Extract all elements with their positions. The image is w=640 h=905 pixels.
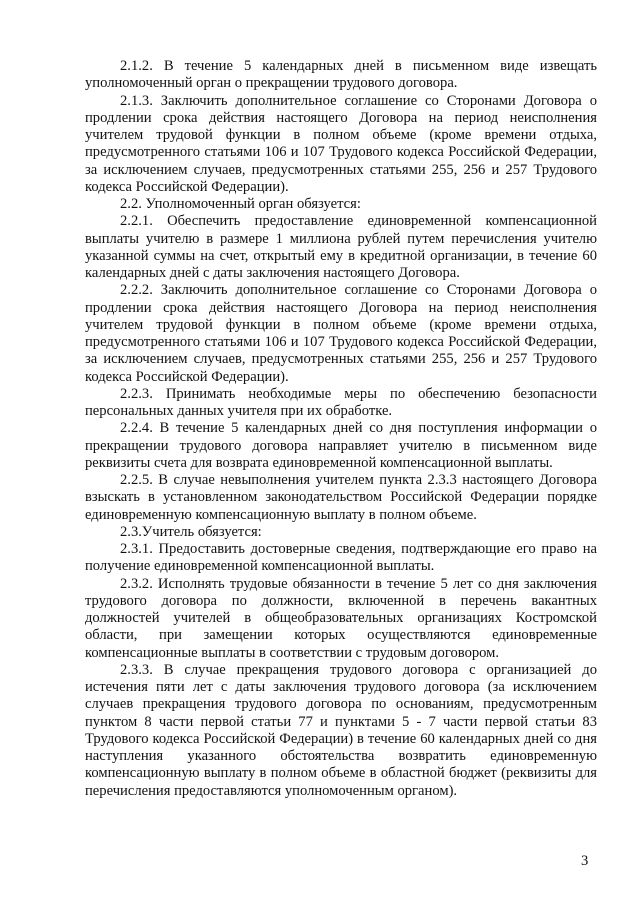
clause-2-2-4: 2.2.4. В течение 5 календарных дней со дня поступления информации о прекращении трудового договора направляет учителю в письменном виде реквизиты счета для возврата единовременной компенсационной выплаты.: [85, 420, 597, 471]
clause-2-2-5: 2.2.5. В случае невыполнения учителем пункта 2.3.3 настоящего Договора взыскать в установленном законодательством Российской Федерации порядке единовременную компенсационную выплату в полном объеме.: [85, 472, 597, 523]
clause-2-2-3: 2.2.3. Принимать необходимые меры по обеспечению безопасности персональных данных учителя при их обработке.: [85, 385, 597, 419]
clause-2-3-2: 2.3.2. Исполнять трудовые обязанности в течение 5 лет со дня заключения трудового договора по должности, включенной в перечень вакантных должностей учителей в общеобразовательных организациях Костромской области, при замещении которых осуществляются единовременные компенсационные выплаты в соответствии с трудовым договором.: [85, 575, 597, 661]
page-number: 3: [581, 853, 589, 869]
clause-2-2-1: 2.2.1. Обеспечить предоставление единовременной компенсационной выплаты учителю в размере 1 миллиона рублей путем перечисления учителю указанной суммы на счет, открытый ему в кредитной организации, в течение 60 календарных дней с даты заключения настоящего Договора.: [85, 213, 597, 281]
document-body: [85, 58, 597, 800]
clause-2-3-1: 2.3.1. Предоставить достоверные сведения, подтверждающие его право на получение единовременной компенсационной выплаты.: [85, 541, 597, 575]
clause-2-1-2: 2.1.2. В течение 5 календарных дней в письменном виде извещать уполномоченный орган о прекращении трудового договора.: [85, 58, 597, 92]
section-2-2-heading: 2.2. Уполномоченный орган обязуется:: [120, 196, 361, 212]
section-2-3-heading: 2.3.Учитель обязуется:: [120, 523, 262, 540]
clause-2-1-3: 2.1.3. Заключить дополнительное соглашение со Сторонами Договора о продлении срока действия настоящего Договора на период неисполнения учителем трудовой функции в полном объеме (кроме времени отдыха, предусмотренного статьями 106 и 107 Трудового кодекса Российской Федерации, за исключением случаев, предусмотренных статьями 255, 256 и 257 Трудового кодекса Российской Федерации).: [85, 92, 597, 195]
clause-2-3-3: 2.3.3. В случае прекращения трудового договора с организацией до истечения пяти лет с даты заключения трудового договора (за исключением случаев прекращения трудового договора по основаниям, предусмотренным пунктом 8 части первой статьи 77 и пунктами 5 - 7 части первой статьи 83 Трудового кодекса Российской Федерации) в течение 60 календарных дней со дня наступления указанного обстоятельства возвратить единовременную компенсационную выплату в полном объеме в областной бюджет (реквизиты для перечисления предоставляются уполномоченным органом).: [85, 661, 597, 799]
clause-2-2-2: 2.2.2. Заключить дополнительное соглашение со Сторонами Договора о продлении срока действия настоящего Договора на период неисполнения учителем трудовой функции в полном объеме (кроме времени отдыха, предусмотренного статьями 106 и 107 Трудового кодекса Российской Федерации, за исключением случаев, предусмотренных статьями 255, 256 и 257 Трудового кодекса Российской Федерации).: [85, 282, 597, 385]
